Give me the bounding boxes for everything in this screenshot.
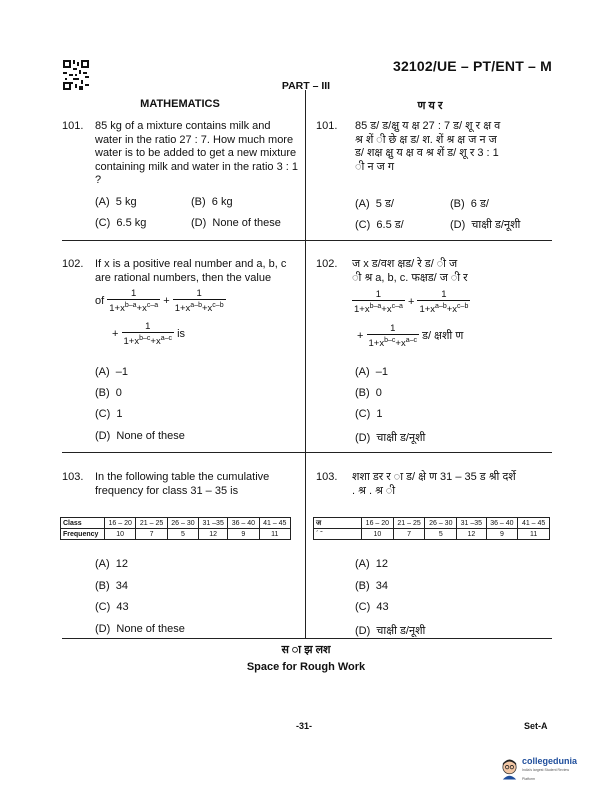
q102-option-b-hi: (B) 0	[355, 387, 382, 399]
q102-number-hi: 102.	[316, 258, 338, 270]
column-divider	[305, 90, 306, 638]
q102-number: 102.	[62, 258, 84, 270]
q103-option-d-hi: (D) चाक्षी ड/नूशी	[355, 625, 426, 637]
logo-mascot-icon	[500, 759, 519, 781]
table-cell: 16 – 20	[362, 518, 394, 529]
table-cell: 9	[486, 529, 518, 540]
table-row	[61, 518, 291, 529]
q103-option-b-hi: (B) 34	[355, 580, 389, 592]
q103-number-hi: 103.	[316, 471, 338, 483]
q103-option-a-hi: (A) 12	[355, 558, 389, 570]
table-cell: 21 – 25	[136, 518, 167, 529]
table-cell: 26 – 30	[425, 518, 457, 529]
q103-text-hi: शशा डर र ा ड/ क्षे ण 31 – 35 ड श्री दर्शे . श्र . श्र ी	[352, 471, 516, 497]
q103-text: In the following table the cumulative frequency for class 31 – 35 is	[95, 471, 270, 497]
logo-tagline: India's largest Student Review Platform	[522, 767, 569, 781]
q101-text: 85 kg of a mixture contains milk and water in the ratio 27 : 7. How much more water is to be added to get a new mixture containing milk and water in the ratio 3 : 1 ?	[95, 120, 299, 187]
q103-option-d: (D) None of these	[95, 623, 185, 635]
logo-text: collegedunia	[522, 755, 578, 766]
q103-option-c-hi: (C) 43	[355, 601, 389, 613]
q103-table	[60, 517, 291, 540]
table-cell: Class	[61, 518, 105, 529]
q103-number: 103.	[62, 471, 84, 483]
q102-option-c-hi: (C) 1	[355, 408, 383, 420]
right-column-title: ण य र	[417, 100, 443, 112]
table-row	[314, 518, 550, 529]
q102-expression: of $\frac{1}{1+x^{b-a}+x^{c-a}}$ + $\frac{1}{1+x^{a-b}+x^{c-b}}$	[95, 288, 224, 314]
q103-option-b: (B) 34	[95, 580, 129, 592]
q101-option-a-hi: (A) 5 ड/	[355, 198, 394, 210]
table-cell: 10	[362, 529, 394, 540]
table-cell: 21 – 25	[393, 518, 425, 529]
table-row	[314, 529, 550, 540]
q101-number: 101.	[62, 120, 84, 132]
rough-work-label-hi: स ा झ लश	[281, 644, 331, 656]
table-cell: 26 – 30	[167, 518, 198, 529]
q102-expression-hi: $\frac{1}{1+x^{b-a}+x^{c-a}}$ + $\frac{1}{1+x^{a-b}+x^{c-b}}$	[354, 289, 469, 315]
table-cell: 5	[167, 529, 198, 540]
q101-option-c-hi: (C) 6.5 ड/	[355, 219, 404, 231]
table-cell: 5	[425, 529, 457, 540]
q102-option-c: (C) 1	[95, 408, 123, 420]
q103-option-c: (C) 43	[95, 601, 129, 613]
left-column-title: MATHEMATICS	[140, 98, 220, 110]
paper-code: 32102/UE – PT/ENT – M	[392, 58, 552, 74]
table-cell: 36 – 40	[228, 518, 259, 529]
set-label: Set-A	[524, 721, 548, 731]
q102-text: If x is a positive real number and a, b, c are rational numbers, then the value	[95, 258, 287, 284]
q101-option-d-hi: (D) चाक्षी ड/नूशी	[450, 219, 521, 231]
q101-option-c: (C) 6.5 kg	[95, 217, 147, 229]
q101-option-b: (B) 6 kg	[191, 196, 233, 208]
divider-2	[62, 452, 552, 453]
q102-option-d: (D) None of these	[95, 430, 185, 442]
q101-option-a: (A) 5 kg	[95, 196, 137, 208]
table-cell: 7	[393, 529, 425, 540]
q102-option-a-hi: (A) –1	[355, 366, 389, 378]
table-cell: 10	[105, 529, 136, 540]
table-cell: 7	[136, 529, 167, 540]
q101-number-hi: 101.	[316, 120, 338, 132]
table-cell: 31 –35	[457, 518, 486, 529]
q101-text-hi: 85 ड/ ड/क्षु य क्ष 27 : 7 ड/ शू र क्ष व श्र शें ी छे क्ष ड/ श. शें श्र क्ष ज न ज ड/ शक्ष क्षु य क्ष व श्र शें ड/ शू र 3 : 1 ी न ज ग	[355, 120, 501, 173]
q101-option-b-hi: (B) 6 ड/	[450, 198, 489, 210]
q103-option-a: (A) 12	[95, 558, 129, 570]
q102-text-hi: ज x ड/वश क्षड/ रे ड/ ी ज ी श्र a, b, c. फक्षड/ ज ी र	[352, 258, 468, 284]
q102-option-a: (A) –1	[95, 366, 129, 378]
table-cell: 16 – 20	[105, 518, 136, 529]
q102-option-b: (B) 0	[95, 387, 122, 399]
q102-option-d-hi: (D) चाक्षी ड/नूशी	[355, 432, 426, 444]
table-cell: 9	[228, 529, 259, 540]
table-row	[61, 529, 291, 540]
q103-table-hi	[313, 517, 550, 540]
rough-work-label: Space for Rough Work	[246, 661, 366, 673]
table-cell: 31 –35	[199, 518, 228, 529]
q102-expression-line2: + $\frac{1}{1+x^{b-c}+x^{a-c}}$ is	[112, 321, 186, 347]
table-cell: 12	[199, 529, 228, 540]
divider-3	[62, 638, 552, 639]
table-cell: Frequency	[61, 529, 105, 540]
q102-expression-line2-hi: + $\frac{1}{1+x^{b-c}+x^{a-c}}$ ड/ क्षशी ण	[357, 323, 464, 349]
table-cell: 36 – 40	[486, 518, 518, 529]
table-cell: 41 – 45	[259, 518, 290, 529]
divider-1	[62, 240, 552, 241]
table-cell: 12	[457, 529, 486, 540]
collegedunia-logo	[500, 757, 580, 783]
part-title: PART – III	[281, 80, 331, 92]
table-cell: ˊ ˉ	[314, 529, 362, 540]
q101-option-d: (D) None of these	[191, 217, 281, 229]
table-cell: 11	[259, 529, 290, 540]
page-number: -31-	[296, 721, 313, 731]
table-cell: 41 – 45	[518, 518, 550, 529]
table-cell: ज	[314, 518, 362, 529]
table-cell: 11	[518, 529, 550, 540]
